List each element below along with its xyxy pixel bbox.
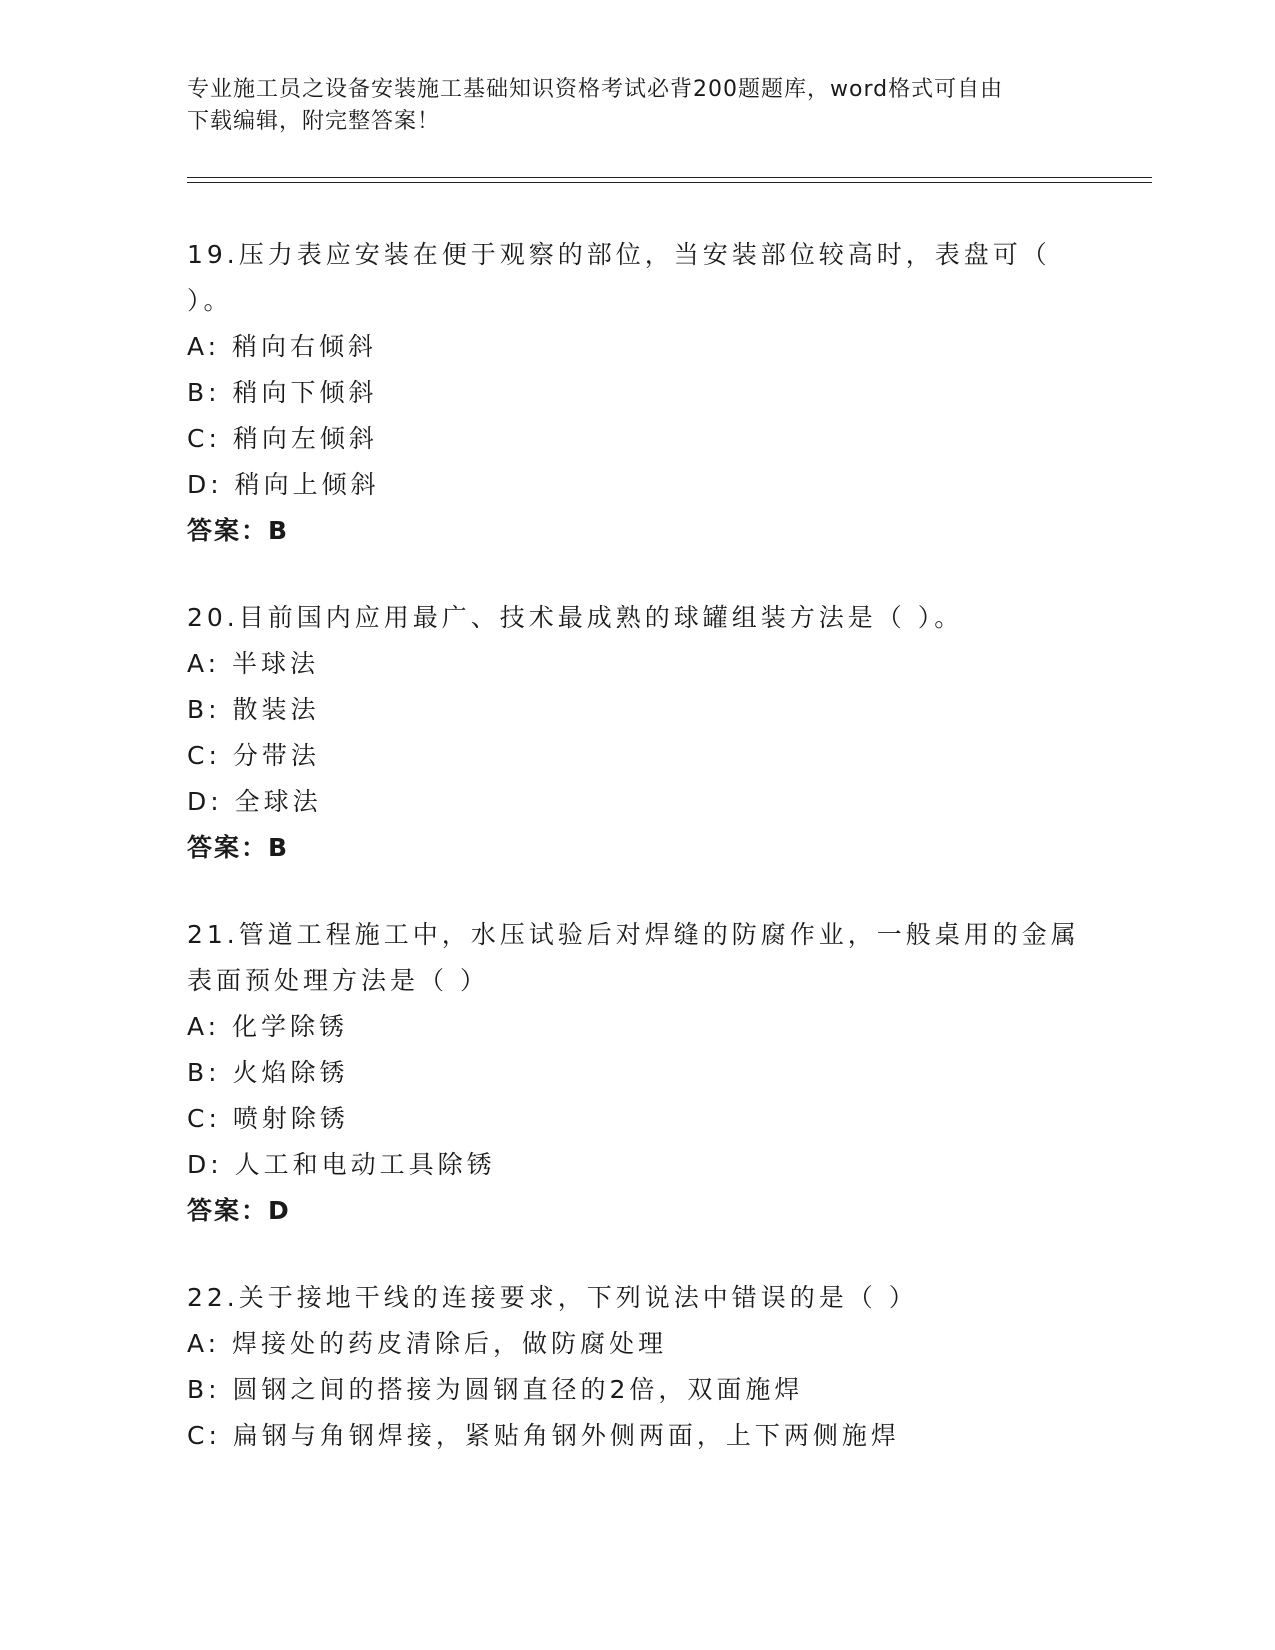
question-20 xyxy=(187,595,1087,871)
answer: 答案：B xyxy=(187,516,290,545)
option-c: C: 喷射除锈 xyxy=(187,1104,349,1133)
option-d: D: 人工和电动工具除锈 xyxy=(187,1150,496,1179)
question-stem-line: 表面预处理方法是（ ） xyxy=(187,966,489,995)
question-22 xyxy=(187,1275,1087,1459)
header-line-1: 专业施工员之设备安装施工基础知识资格考试必背200题题库，word格式可自由 xyxy=(187,77,1004,102)
answer: 答案：B xyxy=(187,833,290,862)
question-stem-line: 22.关于接地干线的连接要求，下列说法中错误的是（ ） xyxy=(187,1283,918,1312)
option-d: D: 稍向上倾斜 xyxy=(187,470,380,499)
option-c: C: 稍向左倾斜 xyxy=(187,424,378,453)
question-stem-line: 19.压力表应安装在便于观察的部位，当安装部位较高时，表盘可（ xyxy=(187,240,1051,269)
option-b: B: 火焰除锈 xyxy=(187,1058,349,1087)
option-b: B: 稍向下倾斜 xyxy=(187,378,378,407)
document-header xyxy=(187,74,1087,138)
option-c: C: 分带法 xyxy=(187,741,320,770)
question-stem-line: 20.目前国内应用最广、技术最成熟的球罐组装方法是（ ）。 xyxy=(187,603,964,632)
question-list xyxy=(187,232,1087,1500)
option-b: B: 散装法 xyxy=(187,695,320,724)
header-line-2: 下载编辑，附完整答案！ xyxy=(187,109,441,134)
answer: 答案：D xyxy=(187,1196,291,1225)
question-21 xyxy=(187,912,1087,1234)
option-a: A: 焊接处的药皮清除后，做防腐处理 xyxy=(187,1329,668,1358)
header-divider-top xyxy=(187,177,1152,178)
option-d: D: 全球法 xyxy=(187,787,322,816)
question-stem-line: ）。 xyxy=(187,286,233,315)
header-divider-bottom xyxy=(187,182,1152,183)
option-a: A: 稍向右倾斜 xyxy=(187,332,378,361)
option-c: C: 扁钢与角钢焊接，紧贴角钢外侧两面，上下两侧施焊 xyxy=(187,1421,900,1450)
question-19 xyxy=(187,232,1087,554)
option-b: B: 圆钢之间的搭接为圆钢直径的2倍，双面施焊 xyxy=(187,1375,804,1404)
option-a: A: 半球法 xyxy=(187,649,320,678)
option-a: A: 化学除锈 xyxy=(187,1012,349,1041)
question-stem-line: 21.管道工程施工中，水压试验后对焊缝的防腐作业，一般桌用的金属 xyxy=(187,920,1080,949)
